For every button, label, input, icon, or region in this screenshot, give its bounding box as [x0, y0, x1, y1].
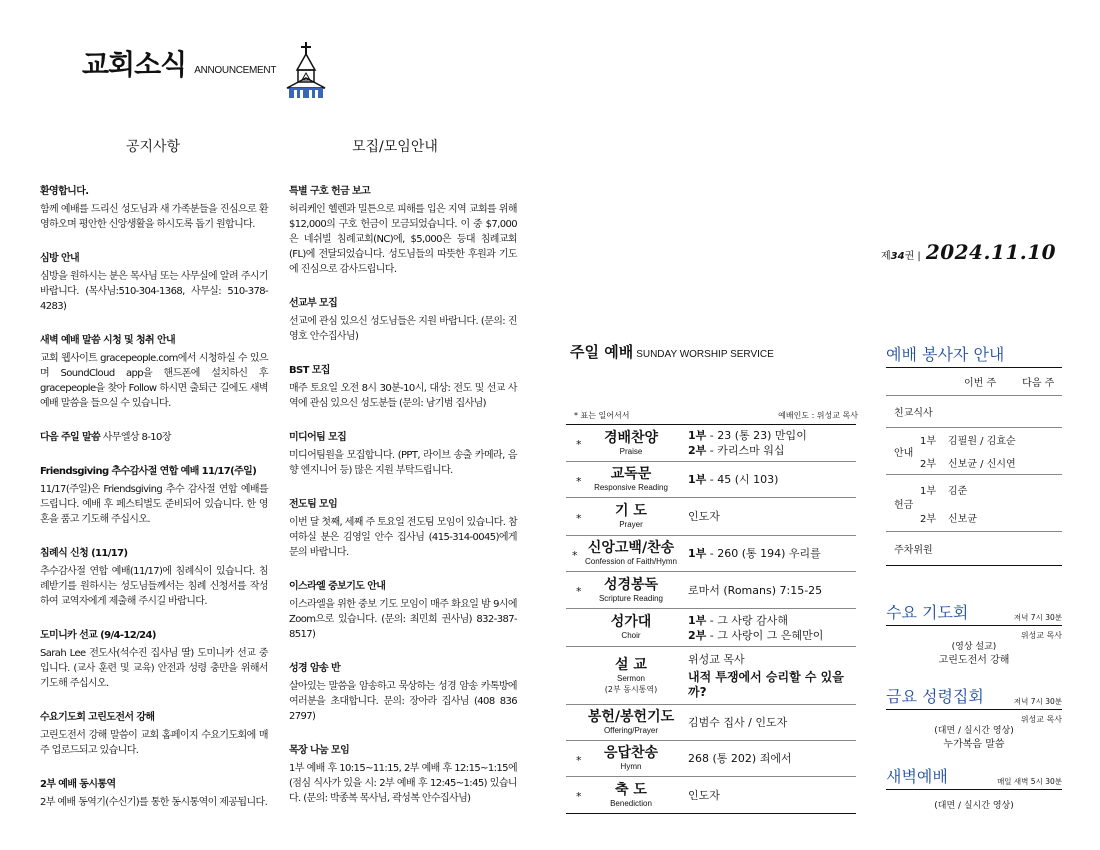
worship-item-label: [604, 430, 658, 457]
notice-title-extra: 사무엘상 8-10장: [100, 432, 171, 443]
volume-number: 34: [890, 251, 905, 262]
offering-group: [886, 475, 1062, 532]
detail-text: - 23 (통 23) 만입이: [706, 429, 807, 442]
notice-title: Friendsgiving 추수감사절 연합 예배 11/17(주일): [40, 466, 257, 477]
detail-line: [688, 628, 856, 643]
worship-item-ko: 설 교: [615, 656, 647, 673]
detail-text: 인도자: [688, 788, 720, 802]
worship-row: [566, 462, 856, 498]
part-label: 2부: [920, 459, 937, 470]
servers-title: 예배 봉사자 안내: [886, 345, 1005, 364]
detail-text: - 그 사랑 감사해: [706, 613, 788, 627]
notice-item: [40, 628, 268, 691]
worship-item-ko: 기 도: [615, 503, 647, 519]
church-icon: [285, 42, 327, 98]
worship-row: [566, 741, 856, 777]
recruit-title: 특별 구호 헌금 보고: [289, 186, 371, 197]
recruit-title: 성경 암송 반: [289, 663, 341, 674]
worship-item-detail: [684, 613, 856, 643]
detail-text: 268 (통 202) 죄에서: [688, 752, 792, 765]
wednesday-line2: 고린도전서 강해: [938, 655, 1010, 666]
recruit-body: 이스라엘을 위한 중보 기도 모임이 매주 화요일 밤 9시에 Zoom으로 있습니다. (문의: 최민희 권사님) 832-387-8517): [289, 599, 517, 640]
worship-item-detail: [684, 509, 856, 524]
worship-item-label: [615, 503, 647, 530]
detail-text: 위성교 목사: [688, 652, 745, 666]
worship-item-name: [566, 741, 684, 776]
worship-item-ko: 신앙고백/찬송: [587, 540, 675, 556]
standing-star: *: [576, 511, 582, 525]
next-week-label: 다음 주: [1022, 378, 1055, 389]
recruit-item: [289, 743, 517, 806]
recruit-item: [289, 430, 517, 478]
detail-text: 로마서 (Romans) 7:15-25: [688, 583, 823, 597]
notice-item: [40, 430, 268, 445]
worship-row: [566, 498, 856, 536]
dawn-service: [886, 764, 1062, 813]
detail-text: - 260 (통 194) 우리를: [706, 547, 821, 560]
detail-key: 1부: [688, 613, 707, 627]
recruit-title: 선교부 모집: [289, 298, 338, 309]
notice-title: 수요기도회 고린도전서 강해: [40, 712, 155, 723]
worship-item-label: [599, 577, 663, 604]
detail-line: [688, 583, 856, 598]
notice-body: 11/17(주일)은 Friendsgiving 추수 감사절 연합 예배를 드립니다. 예배 후 페스티벌도 준비되어 있습니다. 한 영혼을 품고 기도해 주십시오.: [40, 484, 268, 525]
friday-time: 저녁 7시 30분: [1013, 697, 1062, 706]
worship-item-en: Sermon: [616, 673, 645, 683]
worship-item-name: [566, 462, 684, 497]
recruit-body: 미디어팀원을 모집합니다. (PPT, 라이브 송출 카메라, 음향 엔지니어 등) 많은 지원 부탁드립니다.: [289, 450, 517, 476]
notice-body: 2부 예배 동역기(수신기)를 통한 동시통역이 제공됩니다.: [40, 797, 268, 808]
recruit-body: 1부 예배 후 10:15~11:15, 2부 예배 후 12:15~1:15에 (점심 식사가 있을 시: 2부 예배 후 12:45~1:45) 있습니다. (문의: 박종복 목사님, 곽성복 안수집사님): [289, 763, 517, 804]
usher-row: [920, 428, 1062, 451]
page-title: 교회소식: [82, 48, 187, 81]
notice-item: [40, 464, 268, 527]
worship-item-label: [611, 614, 652, 641]
worship-item-detail: [684, 652, 856, 700]
detail-line: [688, 751, 856, 766]
volume-prefix: 제: [881, 251, 891, 262]
recruit-body: 살아있는 말씀을 암송하고 묵상하는 성경 암송 카톡방에 여러분을 초대합니다. 문의: 장아라 집사님 (408 836 2797): [289, 681, 517, 722]
worship-item-detail: [684, 788, 856, 803]
dawn-time: 매일 새벽 5시 30분: [997, 777, 1062, 786]
recruit-item: [289, 661, 517, 724]
usher-group: [886, 428, 1062, 475]
this-week-label: 이번 주: [964, 378, 997, 389]
detail-line: [688, 715, 856, 730]
dawn-title: 새벽예배: [886, 767, 948, 786]
detail-text: - 카리스마 워십: [706, 444, 785, 457]
friday-line2: 누가복음 말씀: [943, 739, 1005, 750]
friday-service: [886, 684, 1062, 751]
friday-line1: (대면 / 실시간 영상): [934, 726, 1014, 736]
worship-notes: [574, 410, 858, 421]
worship-row: [566, 777, 856, 814]
worship-item-en: Praise: [619, 446, 643, 456]
server-names: 김준: [948, 485, 968, 497]
worship-item-ko: 교독문: [610, 466, 652, 482]
fellowship-label: 친교식사: [894, 408, 933, 419]
notice-title: [40, 430, 268, 445]
offering-label: 헌금: [894, 499, 914, 511]
usher-label: 안내: [894, 447, 914, 459]
detail-key: 2부: [688, 628, 707, 642]
notice-title: 환영합니다.: [40, 186, 89, 197]
notice-title: 2부 예배 동시통역: [40, 779, 116, 790]
standing-star: *: [576, 437, 582, 451]
worship-item-ko: 응답찬송: [603, 745, 659, 761]
worship-item-name: [566, 705, 684, 740]
worship-row: [566, 425, 856, 462]
standing-note: * 표는 일어서서: [574, 411, 630, 420]
detail-line: [688, 472, 856, 487]
worship-item-label: [588, 709, 674, 736]
notice-item: [40, 251, 268, 314]
wednesday-time: 저녁 7시 30분: [1013, 613, 1062, 622]
friday-title-row: [886, 684, 1062, 710]
detail-line: [688, 788, 856, 803]
part-label: 2부: [920, 513, 937, 525]
worship-row: [566, 572, 856, 609]
worship-item-sub: (2부 동시통역): [604, 684, 658, 694]
worship-item-detail: [684, 546, 856, 561]
servers-table: [886, 367, 1062, 566]
worship-item-name: [566, 777, 684, 813]
worship-item-en: Offering/Prayer: [603, 726, 659, 735]
volume-label: [881, 247, 921, 262]
worship-item-en: Choir: [621, 631, 641, 640]
standing-star: *: [576, 753, 582, 767]
detail-line: [688, 613, 856, 628]
worship-order-table: [566, 424, 856, 814]
standing-star: *: [572, 548, 578, 562]
notice-title: 침례식 신청 (11/17): [40, 548, 128, 559]
fellowship-row: [886, 396, 1062, 428]
worship-item-label: [594, 466, 668, 493]
worship-row: [566, 705, 856, 741]
recruit-item: [289, 296, 517, 344]
worship-item-en: Hymn: [620, 762, 642, 771]
recruit-heading: 모집/모임안내: [352, 139, 438, 155]
recruit-item: [289, 579, 517, 642]
friday-title: 금요 성령집회: [886, 687, 984, 706]
notice-body: Sarah Lee 전도사(석수진 집사님 딸) 도미니카 선교 중입니다. (교사 훈련 및 교육) 안전과 성령 충만을 위해서 기도해 주십시오.: [40, 648, 268, 689]
standing-star: *: [576, 474, 582, 488]
dawn-line1: (대면 / 실시간 영상): [934, 801, 1014, 811]
recruit-body: 허리케인 헬렌과 밀튼으로 피해를 입은 지역 교회를 위해 $12,000의 구호 헌금이 모금되었습니다. 이 중 $7,000은 네쉬빌 침례교회(NC)에, $5,000은 등대 침례교회(FL)에 전달되었습니다. 성도님들의 따뜻한 후원과 기도에 진심으로 감사드립니다.: [289, 204, 517, 275]
notices-column: [40, 184, 268, 829]
wednesday-prayer: [886, 600, 1062, 667]
notice-body: 교회 웹사이트 gracepeople.com에서 시청하실 수 있으며 SoundCloud app을 핸드폰에 설치하신 후 gracepeople을 찾아 Follow 하시면 출퇴근 길에도 새벽예배 말씀을 들으실 수 있습니다.: [40, 353, 268, 409]
detail-text: - 그 사랑이 그 은혜만이: [706, 628, 824, 642]
notice-item: [40, 777, 268, 810]
worship-item-label: [604, 745, 658, 772]
detail-line: [688, 652, 856, 667]
notice-body: 추수감사절 연합 예배(11/17)에 침례식이 있습니다. 침례받기를 원하시는 성도님들께서는 침례 신청서를 작성하여 교역자에게 제출해 주시길 바랍니다.: [40, 566, 268, 607]
detail-text: - 45 (시 103): [706, 473, 779, 486]
recruit-item: [289, 184, 517, 277]
notices-heading: 공지사항: [126, 139, 181, 155]
notice-body: 함께 예배를 드리신 성도님과 새 가족분들을 진심으로 환영하오며 평안한 신앙생활을 하시도록 돕기 원합니다.: [40, 204, 268, 230]
detail-line: [688, 428, 856, 443]
issue-info: [881, 240, 1056, 264]
server-names: 신보균 / 신시연: [948, 459, 1016, 470]
recruit-item: [289, 363, 517, 411]
worship-title-en: SUNDAY WORSHIP SERVICE: [636, 349, 774, 360]
notice-body: 고린도전서 강해 말씀이 교회 홈페이지 수요기도회에 매주 업로드되고 있습니다.: [40, 730, 268, 756]
worship-item-en: Prayer: [619, 520, 643, 529]
parking-row: [886, 532, 1062, 566]
worship-item-detail: [684, 715, 856, 730]
detail-line: [688, 546, 856, 561]
recruit-body: 이번 달 첫째, 세째 주 토요일 전도팀 모임이 있습니다. 참여하실 분은 김영일 안수 집사님 (415-314-0045)에게 문의 바랍니다.: [289, 517, 517, 558]
notice-item: [40, 546, 268, 609]
sermon-title: 내적 투쟁에서 승리할 수 있을까?: [688, 669, 844, 699]
offering-rows: [920, 475, 1062, 531]
worship-item-detail: [684, 472, 856, 487]
parking-label: 주차위원: [894, 545, 933, 556]
notice-title: 심방 안내: [40, 253, 80, 264]
notice-title: 도미니카 선교 (9/4-12/24): [40, 630, 156, 641]
worship-item-en: Confession of Faith/Hymn: [584, 557, 678, 566]
notice-item: [40, 333, 268, 411]
page-title-en: ANNOUNCEMENT: [194, 65, 277, 76]
worship-row: [566, 536, 856, 572]
worship-row: [566, 647, 856, 705]
recruit-title: BST 모집: [289, 365, 330, 376]
worship-item-name: [566, 609, 684, 646]
detail-text: 김범수 집사 / 인도자: [688, 716, 788, 729]
dawn-title-row: [886, 764, 1062, 790]
worship-item-ko: 경배찬양: [603, 429, 659, 446]
worship-item-ko: 축 도: [615, 781, 647, 798]
issue-date: 2024.11.10: [925, 240, 1057, 264]
detail-key: 2부: [688, 444, 707, 457]
worship-item-en: Benediction: [610, 798, 652, 808]
friday-leader: 위성교 목사: [1020, 715, 1062, 724]
wednesday-leader: 위성교 목사: [1020, 631, 1062, 640]
offering-row: [920, 475, 1062, 503]
worship-item-detail: [684, 751, 856, 766]
worship-row: [566, 609, 856, 647]
recruit-title: 목장 나눔 모임: [289, 745, 350, 756]
detail-key: 1부: [688, 473, 707, 486]
worship-item-name: [566, 498, 684, 535]
worship-item-ko: 성경봉독: [603, 576, 659, 593]
worship-item-name: [566, 647, 684, 704]
volume-suffix: 권 |: [904, 251, 921, 262]
worship-item-name: [566, 536, 684, 571]
server-names: 김필원 / 김효순: [948, 436, 1016, 447]
standing-star: *: [576, 584, 582, 598]
recruit-title: 전도팀 모임: [289, 499, 338, 510]
worship-item-label: [610, 782, 652, 809]
worship-item-name: [566, 425, 684, 461]
notice-title: 새벽 예배 말씀 시청 및 청취 안내: [40, 335, 176, 346]
recruit-body: 매주 토요일 오전 8시 30분-10시, 대상: 전도 및 선교 사역에 관심 있으신 성도분들 (문의: 남기범 집사님): [289, 383, 517, 409]
worship-leader-note: 예배인도 : 위성교 목사: [778, 411, 858, 420]
detail-key: 1부: [688, 429, 707, 442]
standing-star: *: [576, 789, 582, 803]
worship-item-detail: [684, 583, 856, 598]
page-header: [82, 48, 276, 82]
wednesday-line1: (영상 설교): [951, 642, 997, 652]
recruit-item: [289, 497, 517, 560]
detail-text: 인도자: [688, 510, 720, 523]
worship-item-label: [605, 657, 658, 695]
recruit-title: 이스라엘 중보기도 안내: [289, 581, 386, 592]
notice-item: [40, 184, 268, 232]
servers-header: [886, 368, 1062, 396]
worship-item-detail: [684, 428, 856, 458]
detail-line: [688, 443, 856, 458]
server-names: 신보균: [948, 513, 977, 525]
worship-item-ko: 성가대: [610, 614, 652, 630]
worship-item-en: Responsive Reading: [594, 483, 668, 492]
detail-line: [688, 509, 856, 524]
usher-rows: [920, 428, 1062, 474]
notice-item: [40, 710, 268, 758]
offering-row: [920, 503, 1062, 531]
worship-title: [570, 341, 774, 362]
worship-item-name: [566, 572, 684, 608]
notice-title-text: 다음 주일 말씀: [40, 432, 101, 443]
part-label: 1부: [920, 485, 937, 497]
notice-body: 심방을 원하시는 분은 목사님 또는 사무실에 알려 주시기 바랍니다. (목사님:510-304-1368, 사무실: 510-378-4283): [40, 271, 268, 312]
wednesday-title-row: [886, 600, 1062, 626]
worship-title-ko: 주일 예배: [570, 343, 634, 361]
recruit-title: 미디어팀 모집: [289, 432, 347, 443]
wednesday-title: 수요 기도회: [886, 603, 969, 622]
worship-item-en: Scripture Reading: [598, 593, 664, 603]
worship-item-ko: 봉헌/봉헌기도: [587, 709, 675, 725]
recruit-body: 선교에 관심 있으신 성도님들은 지원 바랍니다. (문의: 진영호 안수집사님): [289, 316, 517, 342]
worship-item-label: [585, 540, 677, 567]
detail-key: 1부: [688, 547, 707, 560]
recruit-column: [289, 184, 517, 825]
usher-row: [920, 451, 1062, 474]
part-label: 1부: [920, 436, 937, 447]
